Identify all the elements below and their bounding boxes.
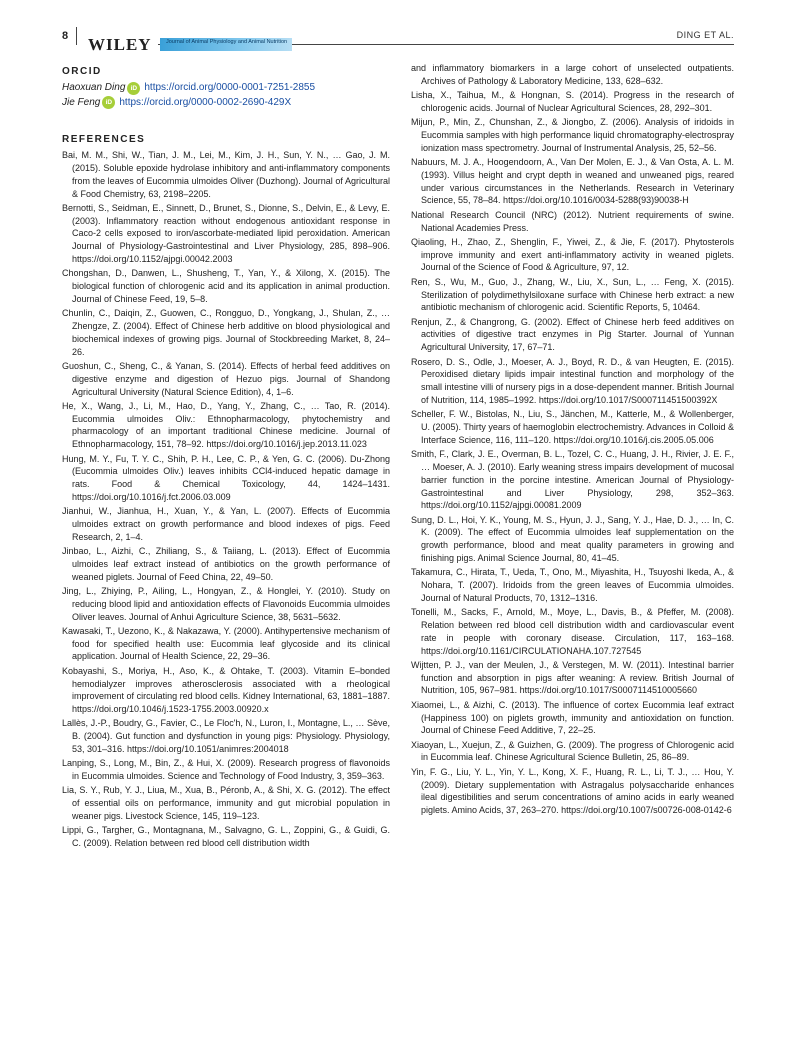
reference-entry: Ren, S., Wu, M., Guo, J., Zhang, W., Liu, X., Sun, L., … Feng, X. (2015). Sterilization of polydimethylsiloxane surface with Chinese herb extract: a new antibiotic mechanism of chlorogenic acid. Scientific Reports, 5, 10464.	[411, 276, 734, 313]
reference-entry: Guoshun, C., Sheng, C., & Yanan, S. (2014). Effects of herbal feed additives on digestive enzyme and digestion of Hezuo pigs. Journal of Shandong Agricultural University (Natural Science Edition), 4, 1–6.	[62, 360, 390, 397]
reference-entry: Kobayashi, S., Moriya, H., Aso, K., & Ohtake, T. (2003). Vitamin E–bonded hemodialyzer improves atherosclerosis associated with a rheological improvement of circulating red blood cells. Kidney International, 63, 1881–1887. https://doi.org/10.1046/j.1523-1755.2003.00920.x	[62, 665, 390, 715]
reference-entry: Smith, F., Clark, J. E., Overman, B. L., Tozel, C. C., Huang, J. H., Rivier, J. E. F., … Moeser, A. J. (2010). Early weaning stress impairs development of mucosal barrier function in the porcine intestine. American Journal of Physiology-Gastrointestinal and Liver Physiology, 298, 352–363. https://doi.org/10.1152/ajpgi.00081.2009	[411, 449, 734, 511]
orcid-icon: iD	[102, 96, 115, 109]
reference-entry: Lippi, G., Targher, G., Montagnana, M., Salvagno, G. L., Zoppini, G., & Guidi, G. C. (2009). Relation between red blood cell distribution width	[62, 825, 390, 849]
reference-entry: Qiaoling, H., Zhao, Z., Shenglin, F., Yiwei, Z., & Jie, F. (2017). Phytosterols improve immunity and exert anti-inflammatory activity in weaned piglets. Journal of the Science of Food & Agriculture, 97, 12.	[411, 236, 734, 273]
reference-entry: Lallès, J.-P., Boudry, G., Favier, C., Le Floc'h, N., Luron, I., Montagne, L., … Sève, B. (2004). Gut function and dysfunction in young pigs: Physiology. Physiology, 53, 301–316. https://doi.org/10.1051/animres:2004018	[62, 718, 390, 755]
reference-entry: Xiaomei, L., & Aizhi, C. (2013). The influence of cortex Eucommia leaf extract (Happiness 100) on piglets growth, immunity and antioxidation on function. Journal of Chinese Feed Additive, 7, 22–25.	[411, 699, 734, 736]
orcid-icon: iD	[127, 82, 140, 95]
orcid-section-title: ORCID	[62, 66, 102, 77]
reference-entry: Renjun, Z., & Changrong, G. (2002). Effect of Chinese herb feed additives on activities of digestive tract enzymes in Pig Starter. Journal of Yunnan Agricultural University, 17, 67–71.	[411, 316, 734, 353]
journal-banner: Journal of Animal Physiology and Animal Nutrition	[160, 38, 292, 51]
reference-entry: Tonelli, M., Sacks, F., Arnold, M., Moye, L., Davis, B., & Pfeffer, M. (2008). Relation between red blood cell distribution width and cardiovascular event rate in people with coronary disease. Circulation, 117, 163–168. https://doi.org/10.1161/CIRCULATIONAHA.107.727545	[411, 607, 734, 656]
reference-entry: Scheller, F. W., Bistolas, N., Liu, S., Jänchen, M., Katterle, M., & Wollenberger, U. (2005). Thirty years of haemoglobin electrochemistry. Advances in Colloid & Interface Science, 116, 111–120. https://doi.org/10.1016/j.cis.2005.05.006	[411, 409, 734, 445]
orcid-author-name: Haoxuan Ding	[62, 82, 126, 93]
reference-list-left	[62, 149, 390, 850]
reference-entry: and inflammatory biomarkers in a large cohort of unselected outpatients. Archives of Pathology & Laboratory Medicine, 133, 628–632.	[411, 63, 734, 86]
page-header	[62, 27, 734, 53]
references-section-title: REFERENCES	[62, 134, 146, 146]
orcid-entry	[62, 81, 390, 96]
reference-entry: Lanping, S., Long, M., Bin, Z., & Hui, X. (2009). Research progress of flavonoids in Eucommia ulmoides. Science and Technology of Food Industry, 3, 359–363.	[62, 758, 390, 782]
reference-entry: Jianhui, W., Jianhua, H., Xuan, Y., & Yan, L. (2007). Effects of Eucommia ulmoides extract on growth performance and blood indexes of pigs. Feed Research, 2, 1–4.	[62, 506, 390, 542]
orcid-link[interactable]: https://orcid.org/0000-0002-2690-429X	[119, 96, 292, 108]
reference-entry: Bai, M. M., Shi, W., Tian, J. M., Lei, M., Kim, J. H., Sun, Y. N., … Gao, J. M. (2015). Soluble epoxide hydrolase inhibitory and anti-inflammatory components from the leaves of Eucommia ulmoides Oliver (Duzhong). Journal of Agricultural & Food Chemistry, 63, 2198–2205.	[62, 150, 390, 199]
orcid-entry	[62, 96, 390, 111]
reference-entry: Chunlin, C., Daiqin, Z., Guowen, C., Rongguo, D., Yongkang, J., Shulan, Z., … Zhengze, Z. (2004). Effect of Chinese herb additive on blood physiological and biochemical indexes of growing pigs. Journal of Stockbreeding Market, 8, 24–26.	[62, 308, 390, 357]
reference-entry: Lisha, X., Taihua, M., & Hongnan, S. (2014). Progress in the research of chlorogenic acids. Journal of Nuclear Agricultural Sciences, 28, 292–301.	[411, 90, 734, 113]
reference-entry: National Research Council (NRC) (2012). Nutrient requirements of swine. National Academies Press.	[411, 209, 734, 233]
reference-entry: Nabuurs, M. J. A., Hoogendoorn, A., Van Der Molen, E. J., & Van Osta, A. L. M. (1993). Villus height and crypt depth in weaned and unweaned pigs, reared under various circumstances in the Netherlands. Research in Veterinary Science, 55, 78–84. https://doi.org/10.1016/0034-5288(93)90038-H	[411, 157, 734, 206]
reference-entry: Chongshan, D., Danwen, L., Shusheng, T., Yan, Y., & Xilong, X. (2015). The biological function of chlorogenic acid and its application in animal production. Journal of Chinese Feed, 19, 5–8.	[62, 268, 390, 304]
left-column	[62, 66, 390, 851]
reference-entry: Sung, D. L., Hoi, Y. K., Young, M. S., Hyun, J. J., Sang, Y. J., Hae, D. J., … In, C. K. (2009). The effect of Eucommia ulmoides leaf supplementation on the growth performance, blood and meat quality parameters in growing and finishing pigs. Animal Science Journal, 80, 41–45.	[411, 514, 734, 563]
orcid-link[interactable]: https://orcid.org/0000-0001-7251-2855	[144, 82, 316, 93]
reference-entry: Mijun, P., Min, Z., Chunshan, Z., & Jiongbo, Z. (2006). Analysis of iridoids in Eucommia samples with high performance liquid chromatography-electrospray ionization mass spectrometry. Journal of Instrumental Analysis, 25, 52–56.	[411, 117, 734, 153]
running-head: DING ET AL.	[676, 30, 734, 40]
reference-entry: Hung, M. Y., Fu, T. Y. C., Shih, P. H., Lee, C. P., & Yen, G. C. (2006). Du-Zhong (Eucommia ulmoides Oliv.) leaves inhibits CCl4-induced hepatic damage in rats. Food & Chemical Toxicology, 44, 1424–1431. https://doi.org/10.1016/j.fct.2006.03.009	[62, 453, 390, 502]
reference-entry: Lia, S. Y., Rub, Y. J., Liua, M., Xua, B., Péronb, A., & Shi, X. G. (2012). The effect of essential oils on performance, immunity and gut microbial population in weaner pigs. Livestock Science, 145, 119–123.	[62, 785, 390, 822]
reference-entry: Jinbao, L., Aizhi, C., Zhiliang, S., & Taiiang, L. (2013). Effect of Eucommia ulmoides leaf extract instead of antibiotics on the growth performance of weaned piglets. Journal of Feed China, 22, 49–50.	[62, 546, 390, 582]
publisher-logo: WILEY	[88, 35, 152, 54]
right-column	[411, 62, 734, 818]
reference-entry: Kawasaki, T., Uezono, K., & Nakazawa, Y. (2000). Antihypertensive mechanism of food for specified health use: Eucommia leaf glycoside and its clinical application. Journal of Health Science, 22, 29–36.	[62, 625, 390, 662]
reference-entry: Jing, L., Zhiying, P., Ailing, L., Hongyan, Z., & Honglei, Y. (2010). Study on reducing blood lipid and antioxidation effects of Flavonoids Eucommia ulmoides Oliver leaves. Journal of Anhui Agriculture Science, 38, 5631–5632.	[62, 585, 390, 622]
reference-entry: Yin, F. G., Liu, Y. L., Yin, Y. L., Kong, X. F., Huang, R. L., Li, T. J., … Hou, Y. (2009). Dietary supplementation with Astragalus polysaccharide enhances ileal digestibilities and serum concentrations of amino acids in early weaned piglets. Amino Acids, 37, 263–270. https://doi.org/10.1007/s00726-008-0142-6	[411, 766, 734, 816]
page-number: 8	[62, 30, 69, 42]
reference-list-right	[411, 62, 734, 817]
header-divider	[76, 27, 77, 45]
orcid-author-name: Jie Feng	[62, 96, 101, 108]
reference-entry: Bernotti, S., Seidman, E., Sinnett, D., Brunet, S., Dionne, S., Delvin, E., & Levy, E. (2003). Inflammatory reaction without endogenous antioxidant response in Caco-2 cells exposed to iron/ascorbate-mediated lipid peroxidation. American Journal of Physiology-Gastrointestinal and Liver Physiology, 285, 898–906. https://doi.org/10.1152/ajpgi.00042.2003	[62, 202, 390, 265]
reference-entry: Wijtten, P. J., van der Meulen, J., & Verstegen, M. W. (2011). Intestinal barrier function and absorption in pigs after weaning: A review. British Journal of Nutrition, 105, 967–981. https://doi.org/10.1017/S0007114510005660	[411, 659, 734, 696]
reference-entry: Rosero, D. S., Odle, J., Moeser, A. J., Boyd, R. D., & van Heugten, E. (2015). Peroxidised dietary lipids impair intestinal function and morphology of the small intestine villi of nursery pigs in a dose-dependent manner. British Journal of Nutrition, 114, 1985–1992. https://doi.org/10.1017/S000711451500392X	[411, 356, 734, 405]
reference-entry: Takamura, C., Hirata, T., Ueda, T., Ono, M., Miyashita, H., Tsuyoshi Ikeda, A., & Nohara, T. (2007). Iridoids from the green leaves of Eucommia ulmoides. Journal of Natural Products, 70, 1312–1316.	[411, 567, 734, 603]
reference-entry: He, X., Wang, J., Li, M., Hao, D., Yang, Y., Zhang, C., … Tao, R. (2014). Eucommia ulmoides Oliv.: Ethnopharmacology, phytochemistry and pharmacology of an important traditional Chinese medicine. Journal of Ethnopharmacology, 151, 78–92. https://doi.org/10.1016/j.jep.2013.11.023	[62, 400, 390, 450]
reference-entry: Xiaoyan, L., Xuejun, Z., & Guizhen, G. (2009). The progress of Chlorogenic acid in Eucommia leaf. Chinese Agricultural Science Bulletin, 25, 86–89.	[411, 739, 734, 763]
